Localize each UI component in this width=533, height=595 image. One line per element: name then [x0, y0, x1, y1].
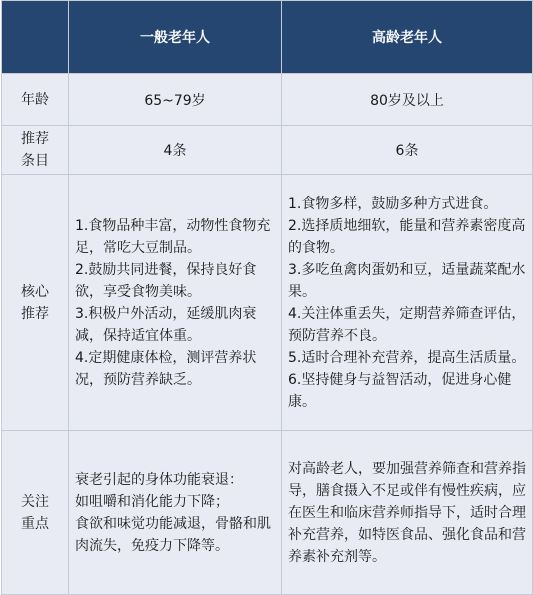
- count-label: [2, 126, 69, 175]
- header-general-elderly: 一般老年人: [69, 1, 282, 74]
- header-row: [2, 1, 533, 74]
- core-label-line2: 推荐: [21, 305, 49, 322]
- core-general-cell: [69, 175, 282, 431]
- header-corner-cell: [2, 1, 69, 74]
- focus-general-line: 如咀嚼和消化能力下降；: [75, 493, 229, 510]
- core-elderly-cell: [282, 175, 533, 431]
- core-elderly-item: 6.坚持健身与益智活动，促进身心健康。: [288, 371, 512, 410]
- focus-general-cell: [69, 431, 282, 595]
- count-label-line2: 条目: [21, 153, 49, 169]
- core-elderly-item: 5.适时合理补充营养，提高生活质量。: [288, 349, 526, 366]
- age-row: [2, 74, 533, 126]
- core-elderly-item: 4.关注体重丢失，定期营养筛查评估，预防营养不良。: [288, 305, 526, 344]
- focus-general-line: 衰老引起的身体功能衰退：: [75, 471, 243, 488]
- dietary-guidelines-table: [1, 0, 533, 595]
- focus-label-line2: 重点: [21, 515, 49, 532]
- age-label: 年龄: [2, 74, 69, 126]
- core-elderly-item: 2.选择质地细软，能量和营养素密度高的食物。: [288, 217, 526, 256]
- header-oldest-elderly: 高龄老年人: [282, 1, 533, 74]
- core-elderly-item: 1.食物多样，鼓励多种方式进食。: [288, 195, 498, 212]
- count-elderly-value: 6条: [282, 126, 533, 175]
- core-general-item: 4.定期健康体检，测评营养状况，预防营养缺乏。: [75, 349, 257, 388]
- core-recommendations-row: [2, 175, 533, 431]
- age-elderly-value: 80岁及以上: [282, 74, 533, 126]
- core-elderly-list: [282, 193, 532, 413]
- focus-label: [2, 431, 69, 595]
- count-row: [2, 126, 533, 175]
- core-general-list: [69, 215, 281, 391]
- focus-elderly-text: 对高龄老人，要加强营养筛查和营养指导，膳食摄入不足或伴有慢性疾病，应在医生和临床营养师指导下，适时合理补充营养，如特医食品、强化食品和营养素补充剂等。: [288, 460, 526, 565]
- core-label-line1: 核心: [21, 283, 49, 300]
- focus-elderly-cell: [282, 431, 533, 595]
- core-elderly-item: 3.多吃鱼禽肉蛋奶和豆，适量蔬菜配水果。: [288, 261, 526, 300]
- focus-general-text: [69, 469, 281, 557]
- core-label: [2, 175, 69, 431]
- core-general-item: 3.积极户外活动，延缓肌肉衰减，保持适宜体重。: [75, 305, 257, 344]
- focus-general-line: 食欲和味觉功能减退，骨骼和肌肉流失，免疫力下降等。: [75, 515, 271, 554]
- core-general-item: 2.鼓励共同进餐，保持良好食欲，享受食物美味。: [75, 261, 257, 300]
- count-label-line1: 推荐: [21, 131, 49, 147]
- count-general-value: 4条: [69, 126, 282, 175]
- core-general-item: 1.食物品种丰富，动物性食物充足，常吃大豆制品。: [75, 217, 271, 256]
- focus-label-line1: 关注: [21, 493, 49, 510]
- focus-row: [2, 431, 533, 595]
- age-general-value: 65~79岁: [69, 74, 282, 126]
